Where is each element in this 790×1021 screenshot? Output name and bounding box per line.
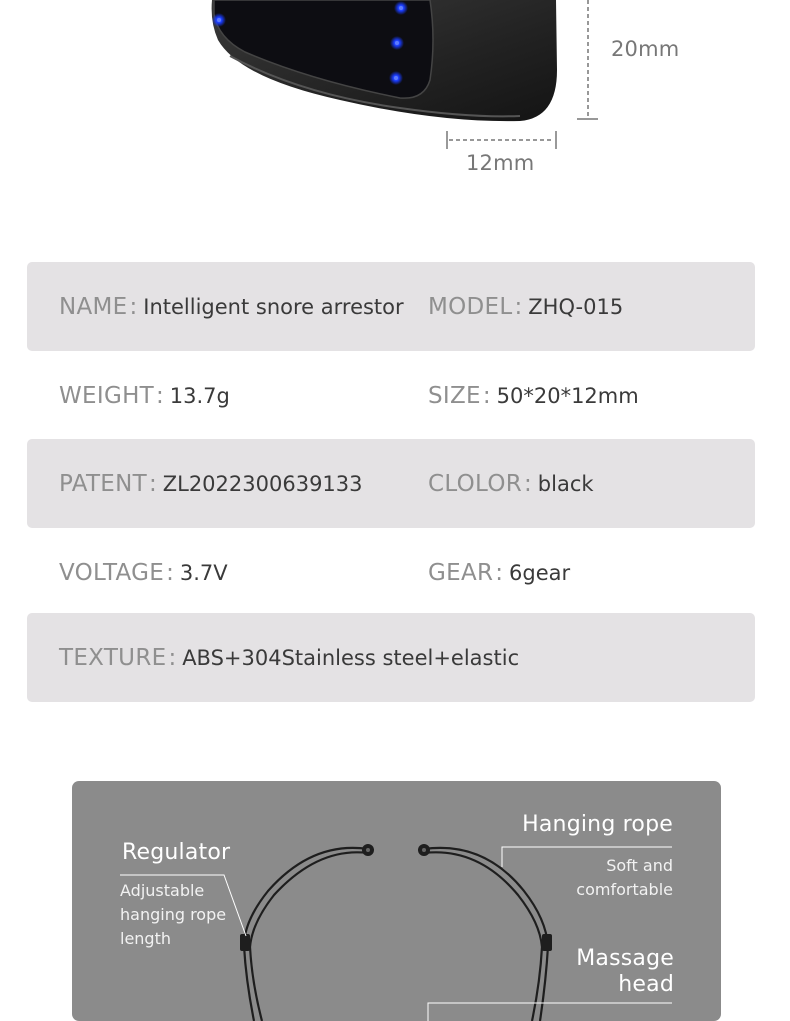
spec-colon: :: [156, 382, 164, 409]
spec-label: NAME: [59, 293, 128, 320]
spec-colon: :: [524, 470, 532, 497]
height-dimension-label: 20mm: [611, 37, 680, 61]
spec-colon: :: [168, 644, 177, 671]
spec-value: 6gear: [509, 560, 571, 585]
right-rope: [424, 848, 548, 1021]
left-regulator: [240, 934, 250, 951]
left-rope: [244, 848, 368, 1021]
spec-row: [27, 439, 755, 528]
spec-name: [59, 262, 404, 351]
spec-value: ZL2022300639133: [162, 471, 363, 496]
product-image-section: [0, 0, 790, 200]
spec-color: [428, 439, 594, 528]
spec-row: [27, 613, 755, 702]
right-regulator: [542, 934, 552, 951]
hanging-rope-callout-title: Hanging rope: [522, 812, 673, 837]
spec-label: WEIGHT: [59, 382, 155, 409]
regulator-callout-desc: Adjustable hanging rope length: [120, 881, 227, 948]
spec-colon: :: [129, 293, 138, 320]
spec-row: [27, 262, 755, 351]
depth-dimension-line: [447, 131, 556, 149]
spec-colon: :: [166, 559, 174, 586]
spec-label: SIZE: [428, 382, 481, 409]
spec-label: GEAR: [428, 559, 494, 586]
spec-label: PATENT: [59, 470, 147, 497]
spec-label: TEXTURE: [59, 644, 167, 671]
massage-head-callout-title: Massage head: [576, 946, 674, 997]
spec-patent: [59, 439, 363, 528]
spec-value: ABS+304Stainless steel+elastic: [182, 645, 520, 670]
spec-value: 13.7g: [169, 383, 230, 408]
spec-texture: [59, 613, 519, 702]
spec-gear: [428, 528, 570, 617]
regulator-callout-title: Regulator: [122, 840, 231, 865]
spec-value: 50*20*12mm: [496, 383, 639, 408]
spec-voltage: [59, 528, 228, 617]
spec-colon: :: [148, 470, 157, 497]
spec-value: ZHQ-015: [528, 294, 624, 319]
spec-row: [27, 528, 755, 617]
spec-value: black: [537, 471, 594, 496]
spec-colon: :: [482, 382, 491, 409]
spec-label: CLOLOR: [428, 470, 523, 497]
height-dimension-line: [577, 0, 598, 119]
spec-colon: :: [514, 293, 523, 320]
spec-size: [428, 351, 639, 440]
device-image: [0, 0, 790, 200]
depth-dimension-label: 12mm: [466, 151, 535, 175]
spec-value: 3.7V: [179, 560, 228, 585]
spec-label: VOLTAGE: [59, 559, 165, 586]
spec-value: Intelligent snore arrestor: [143, 294, 404, 319]
spec-label: MODEL: [428, 293, 513, 320]
hanging-rope-callout-desc: Soft and comfortable: [576, 856, 673, 899]
spec-row: [27, 351, 755, 440]
feature-diagram-panel: [72, 781, 721, 1021]
spec-weight: [59, 351, 230, 440]
spec-colon: :: [495, 559, 504, 586]
spec-model: [428, 262, 623, 351]
